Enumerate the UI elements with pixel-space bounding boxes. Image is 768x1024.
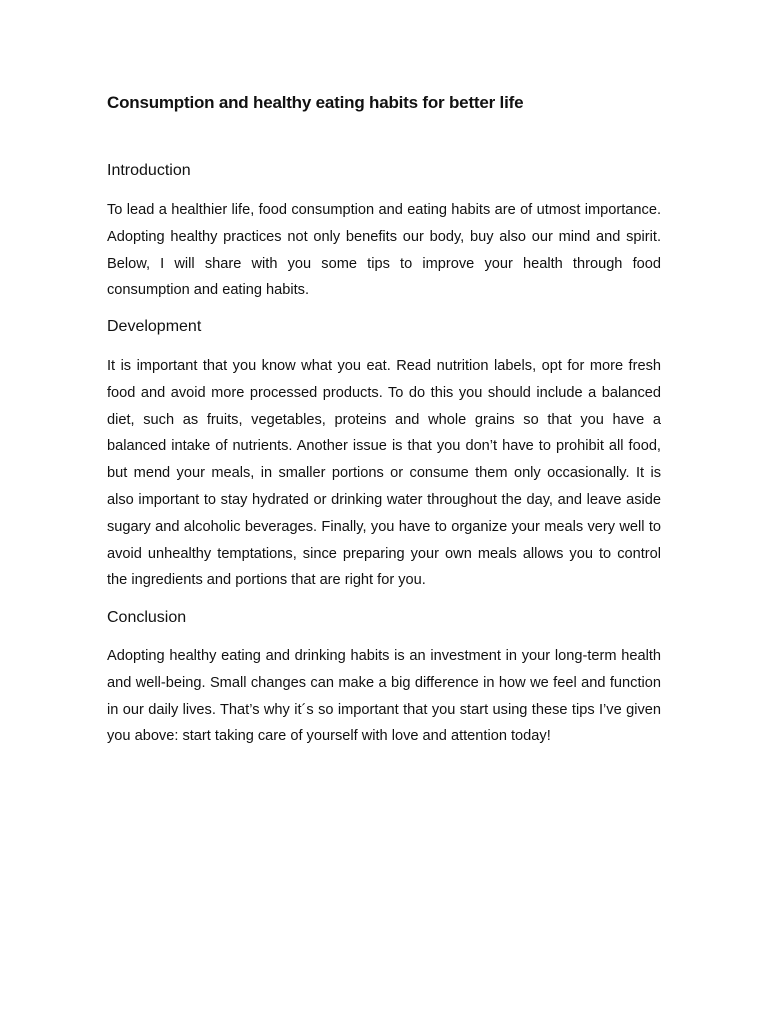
introduction-paragraph: To lead a healthier life, food consumption and eating habits are of utmost importance. Adopting healthy practices not only benefits our body, buy also our mind and spirit. Below, I will share with you some tips to improve your health through food consumption and eating habits. [107, 202, 661, 299]
conclusion-paragraph: Adopting healthy eating and drinking habits is an investment in your long-term health and well-being. Small changes can make a big difference in how we feel and function in our daily lives. That’s why it´s so important that you start using these tips I’ve given you above: start taking care of yourself with love and attention today! [107, 648, 661, 745]
introduction-heading: Introduction [107, 162, 191, 179]
conclusion-heading: Conclusion [107, 609, 187, 626]
development-heading: Development [107, 318, 202, 335]
document-title: Consumption and healthy eating habits for better life [107, 93, 524, 112]
development-paragraph: It is important that you know what you eat. Read nutrition labels, opt for more fresh food and avoid more processed products. To do this you should include a balanced diet, such as fruits, vegetables, proteins and whole grains so that you have a balanced intake of nutrients. Another issue is that you don’t have to prohibit all food, but mend your meals, in smaller portions or consume them only occasionally. It is also important to stay hydrated or drinking water throughout the day, and leave aside sugary and alcoholic beverages. Finally, you have to organize your meals very well to avoid unhealthy temptations, since preparing your own meals allows you to control the ingredients and portions that are right for you. [107, 358, 661, 589]
